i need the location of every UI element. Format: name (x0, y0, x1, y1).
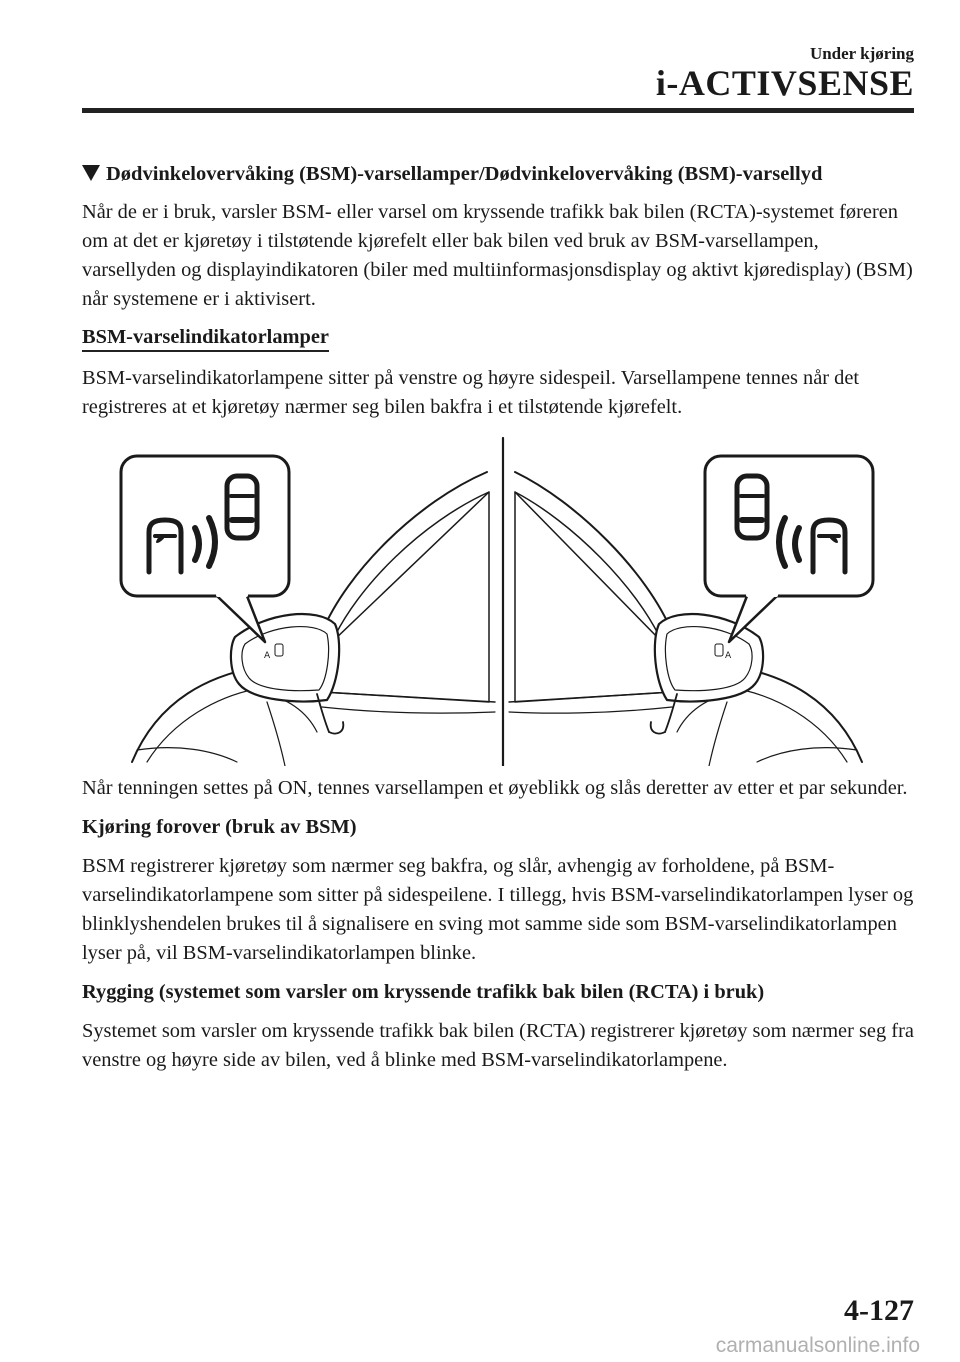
right-mirror-scene (509, 456, 873, 766)
forward-paragraph: BSM registrerer kjøretøy som nærmer seg bakfra, og slår, avhengig av forholdene, på BSM-varselindikatorlampene som sitter på sidespeilene. I tillegg, hvis BSM-varselindikatorlampen lyser og blinklyshendelen brukes til å signalisere en sving mot samme side som BSM-varselindikatorlampen lyser på, vil BSM-varselindikatorlampen blinke. (82, 855, 914, 964)
subheading-lamps: BSM-varselindikatorlamper (82, 324, 329, 352)
subheading-forward: Kjøring forover (bruk av BSM) (82, 816, 357, 838)
page-content (82, 163, 914, 1085)
svg-text:A: A (725, 651, 732, 661)
svg-text:A: A (264, 651, 271, 661)
header-rule (82, 108, 914, 113)
left-mirror-scene (121, 456, 495, 766)
section-heading (82, 163, 914, 186)
mirror-illustration (117, 432, 877, 766)
header-title: i-ACTIVSENSE (655, 63, 914, 103)
lamps-paragraph: BSM-varselindikatorlampene sitter på venstre og høyre sidespeil. Varsellampene tennes når det registreres at et kjøretøy nærmer seg bilen bakfra i et tilstøtende kjørefelt. (82, 367, 860, 418)
intro-paragraph: Når de er i bruk, varsler BSM- eller varsel om kryssende trafikk bak bilen (RCTA)-systemet føreren om at det er kjøretøy i tilstøtende kjørefelt eller bak bilen ved bruk av BSM-varsellampen, varsellyden og displayindikatoren (biler med multiinformasjonsdisplay og aktivt kjøredisplay) (BSM) når systemene er i aktivisert. (82, 201, 913, 310)
header-section: Under kjøring (809, 44, 914, 63)
ignition-paragraph: Når tenningen settes på ON, tennes varsellampen et øyeblikk og slås deretter av etter et par sekunder. (82, 777, 908, 799)
page-number: 4-127 (844, 1294, 914, 1327)
footer-watermark: carmanualsonline.info (715, 1334, 920, 1357)
mirror-illustration-svg (117, 432, 877, 766)
reverse-paragraph: Systemet som varsler om kryssende trafikk bak bilen (RCTA) registrerer kjøretøy som nærmer seg fra venstre og høyre side av bilen, ved å blinke med BSM-varselindikatorlampene. (82, 1020, 914, 1071)
triangle-bullet-icon (82, 165, 100, 181)
subheading-reverse: Rygging (systemet som varsler om kryssende trafikk bak bilen (RCTA) i bruk) (82, 981, 765, 1003)
section-heading-text: Dødvinkelovervåking (BSM)-varsellamper/Dødvinkelovervåking (BSM)-varsellyd (106, 163, 823, 185)
